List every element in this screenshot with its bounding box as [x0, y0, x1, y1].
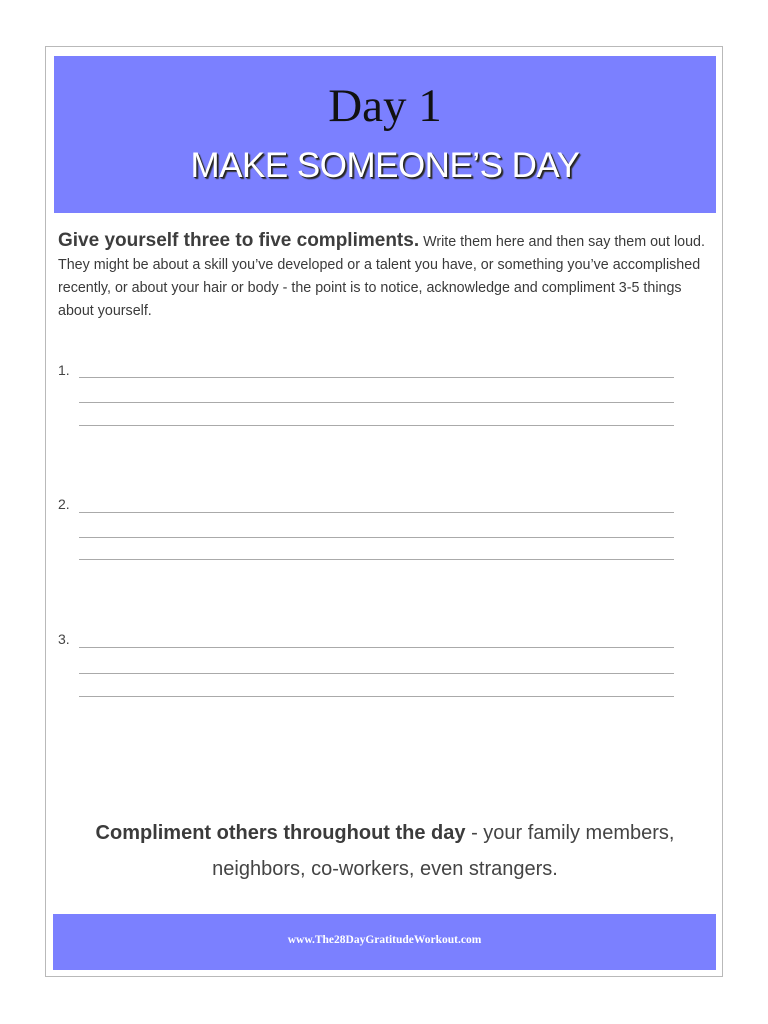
closing-lead: Compliment others throughout the day: [95, 822, 466, 844]
write-line[interactable]: [79, 402, 674, 403]
worksheet-page: [45, 46, 723, 977]
entry-number-3: 3.: [58, 631, 70, 647]
write-line[interactable]: [79, 425, 674, 426]
entry-number-1: 1.: [58, 362, 70, 378]
write-line[interactable]: [79, 377, 674, 378]
write-line[interactable]: [79, 673, 674, 674]
closing-rest: - your family members, neighbors, co-workers, even strangers.: [212, 822, 675, 880]
write-line[interactable]: [79, 537, 674, 538]
write-line[interactable]: [79, 647, 674, 648]
footer-banner: [53, 914, 716, 970]
write-line[interactable]: [79, 559, 674, 560]
instructions: [58, 229, 708, 323]
closing-message: [66, 815, 704, 887]
entry-number-2: 2.: [58, 496, 70, 512]
page-subtitle: MAKE SOMEONE’S DAY: [190, 146, 580, 185]
day-title: Day 1: [328, 80, 442, 132]
instructions-body: Write them here and then say them out loud. They might be about a skill you’ve developed or a talent you have, or something you’ve accomplished recently, or about your hair or body - the point is to notice, acknowledge and compliment 3-5 things about yourself.: [58, 234, 705, 319]
write-line[interactable]: [79, 512, 674, 513]
instructions-lead: Give yourself three to five compliments.: [58, 230, 420, 251]
header-banner: [54, 56, 716, 213]
write-line[interactable]: [79, 696, 674, 697]
footer-url[interactable]: www.The28DayGratitudeWorkout.com: [287, 934, 482, 946]
